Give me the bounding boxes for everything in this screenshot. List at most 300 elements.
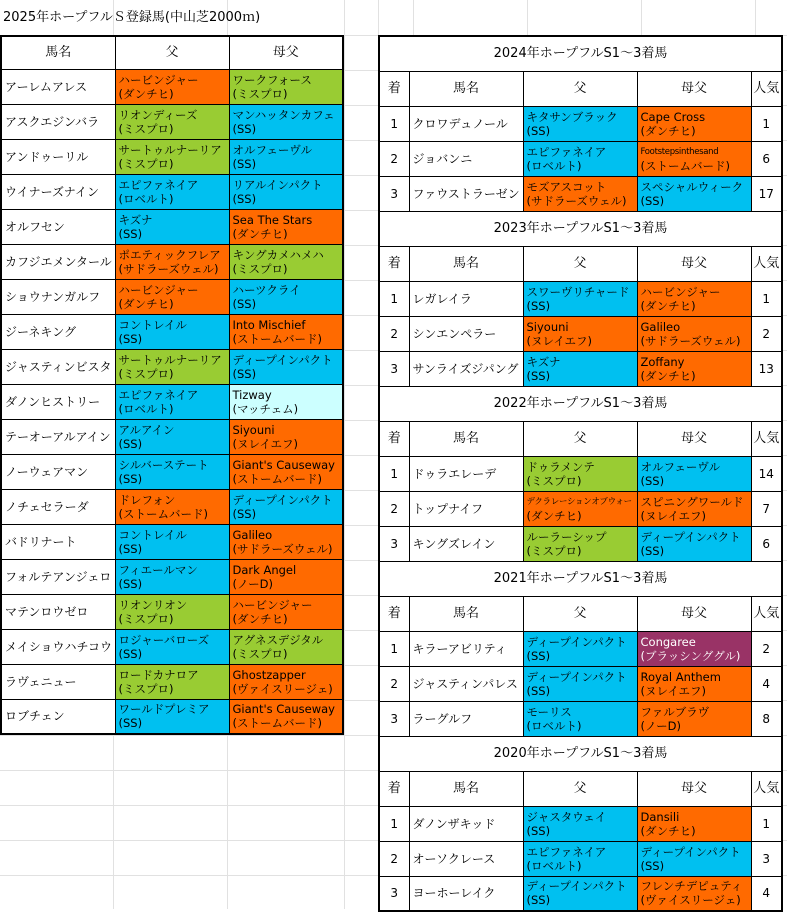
table-row [1,209,343,244]
horse-name: レガレイラ [409,281,523,316]
dam-sire-cell-name: Giant's Causeway [232,457,335,472]
table-row [1,314,343,349]
dam-sire-cell [637,876,751,911]
sire-cell [523,176,637,211]
dam-sire-cell-name: Into Mischief [232,317,306,332]
dam-sire-cell-line: (ダンチヒ) [640,823,696,838]
finish-rank: 3 [379,176,409,211]
dam-sire-cell-name: ディープインパクト [232,492,333,507]
sire-cell [523,876,637,911]
dam-sire-cell [229,699,343,734]
dam-sire-cell-name: オルフェーヴル [640,459,721,474]
column-header: 母父 [229,36,343,69]
sire-cell-name: キズナ [526,354,561,369]
sire-cell [115,314,229,349]
popularity: 6 [751,141,782,176]
dam-sire-cell [637,526,751,561]
popularity: 6 [751,526,782,561]
sire-cell-name: エピファネイア [526,844,607,859]
horse-name: ジャスティンパレス [409,666,523,701]
popularity: 1 [751,281,782,316]
dam-sire-cell-name: Dansili [640,809,680,824]
sire-cell-name: ドレフォン [118,492,176,507]
horse-name: ウイナーズナイン [1,174,115,209]
sire-cell-name: キタサンブラック [526,109,618,124]
finish-rank: 2 [379,491,409,526]
sire-cell-name: ハービンジャー [118,282,199,297]
column-header: 人気 [751,246,782,281]
sire-cell-line: (ヌレイエフ) [526,333,592,348]
table-header-row [379,246,782,281]
dam-sire-cell [637,106,751,141]
sire-cell-line: (サドラーズウェル) [118,261,219,276]
dam-sire-cell-line: (SS) [232,296,257,311]
sire-cell-line: (SS) [526,683,551,698]
dam-sire-cell-line: (SS) [232,191,257,206]
horse-name: オーソクレース [409,841,523,876]
table-row [379,176,782,211]
sire-cell-line: (SS) [526,298,551,313]
dam-sire-cell-line: (SS) [640,858,665,873]
horse-name: キラーアビリティ [409,631,523,666]
sire-cell [523,491,637,526]
column-header: 馬名 [409,771,523,806]
finish-rank: 2 [379,141,409,176]
table-row [1,174,343,209]
dam-sire-cell-line: (マッチェム) [232,401,299,416]
popularity: 13 [751,351,782,386]
dam-sire-cell [637,491,751,526]
dam-sire-cell [229,104,343,139]
dam-sire-cell-line: (SS) [640,473,665,488]
table-row [379,316,782,351]
table-header-row [379,596,782,631]
dam-sire-cell [637,631,751,666]
horse-name: カフジエメンタール [1,244,115,279]
popularity: 14 [751,456,782,491]
dam-sire-cell [229,664,343,699]
table-row [1,279,343,314]
dam-sire-cell-line: (ミスプロ) [232,646,288,661]
dam-sire-cell-line: (ミスプロ) [232,261,288,276]
dam-sire-cell [229,69,343,104]
dam-sire-cell-name: Zoffany [640,354,685,369]
page-title: 2025年ホープフルＳ登録馬(中山芝2000ｍ) [3,10,261,25]
table-row [1,629,343,664]
table-row [379,526,782,561]
dam-sire-cell-name: Giant's Causeway [232,702,335,717]
section-caption: 2020年ホープフルS1～3着馬 [379,736,782,771]
column-header: 馬名 [409,596,523,631]
dam-sire-cell-line: (ストームバード) [232,471,322,486]
table-header-row [379,71,782,106]
horse-name: ノチェセラーダ [1,489,115,524]
dam-sire-cell-name: スペシャルウィーク [640,179,744,194]
sire-cell [523,631,637,666]
dam-sire-cell-line: (ダンチヒ) [640,298,696,313]
dam-sire-cell-name: ファルブラヴ [640,704,710,719]
sire-cell-name: エピファネイア [118,387,199,402]
dam-sire-cell [229,419,343,454]
section-caption-row [379,36,782,71]
sire-cell-name: シルバーステート [118,457,209,472]
horse-name: ファウストラーゼン [409,176,523,211]
sire-cell-line: (ミスプロ) [118,121,174,136]
sire-cell [115,524,229,559]
sire-cell [115,279,229,314]
dam-sire-cell [637,841,751,876]
popularity: 1 [751,106,782,141]
sire-cell-line: (SS) [526,893,551,908]
popularity: 17 [751,176,782,211]
column-header: 馬名 [1,36,115,69]
sire-cell [115,384,229,419]
finish-rank: 2 [379,316,409,351]
column-header: 母父 [637,421,751,456]
dam-sire-cell [229,174,343,209]
column-header: 馬名 [409,421,523,456]
sire-cell-line: (ストームバード) [118,506,208,521]
dam-sire-cell-line: (SS) [232,506,257,521]
column-header: 馬名 [409,246,523,281]
table-row [379,666,782,701]
column-header: 父 [523,246,637,281]
dam-sire-cell-line: (ヌレイエフ) [640,683,706,698]
sire-cell [115,349,229,384]
sire-cell [523,351,637,386]
sire-cell-line: (SS) [526,123,551,138]
dam-sire-cell-name: Sea The Stars [232,212,313,227]
dam-sire-cell [229,629,343,664]
section-caption-row [379,736,782,771]
table-row [1,69,343,104]
dam-sire-cell-name: フレンチデピュティ [640,879,743,894]
dam-sire-cell-line: (ブラッシンググル) [640,648,741,663]
sire-cell-line: (SS) [118,436,143,451]
sire-cell [115,139,229,174]
dam-sire-cell-name: ディープインパクト [640,529,741,544]
dam-sire-cell-name: ハービンジャー [232,597,313,612]
popularity: 3 [751,841,782,876]
column-header: 父 [523,71,637,106]
dam-sire-cell-name: オルフェーヴル [232,142,313,157]
dam-sire-cell-line: (ヴァイスリージェ) [232,681,333,696]
dam-sire-cell [229,314,343,349]
column-header: 母父 [637,71,751,106]
dam-sire-cell [637,701,751,736]
dam-sire-cell [637,316,751,351]
dam-sire-cell-line: (ダンチヒ) [232,611,288,626]
sire-cell-line: (ダンチヒ) [118,86,174,101]
sire-cell [523,141,637,176]
sire-cell-name: ルーラーシップ [526,529,607,544]
column-header: 着 [379,771,409,806]
dam-sire-cell-name: ワークフォース [232,72,312,87]
section-caption-row [379,386,782,421]
table-row [1,454,343,489]
dam-sire-cell-name: Royal Anthem [640,669,721,684]
sire-cell [523,106,637,141]
table-row [379,631,782,666]
dam-sire-cell [637,141,751,176]
dam-sire-cell-line: (ダンチヒ) [640,368,696,383]
column-header: 人気 [751,421,782,456]
dam-sire-cell [637,281,751,316]
sire-cell [115,699,229,734]
sire-cell-name: ポエティックフレア [118,247,221,262]
sire-cell-name: ドゥラメンテ [526,459,595,474]
table-row [1,139,343,174]
sire-cell-line: (ミスプロ) [118,611,174,626]
column-header: 父 [115,36,229,69]
sire-cell-line: (ロベルト) [526,858,582,873]
horse-name: クロワデュノール [409,106,523,141]
sire-cell-name: コントレイル [118,317,187,332]
horse-name: アンドゥーリル [1,139,115,174]
table-row [1,664,343,699]
sire-cell [115,489,229,524]
dam-sire-cell-line: (サドラーズウェル) [640,333,741,348]
dam-sire-cell-line: (ヌレイエフ) [232,436,298,451]
sire-cell [523,666,637,701]
dam-sire-cell-line: (SS) [640,193,665,208]
dam-sire-cell-name: ハービンジャー [640,284,721,299]
dam-sire-cell-line: (ヌレイエフ) [640,508,706,523]
sire-cell-name: ディープインパクト [526,669,627,684]
section-caption: 2021年ホープフルS1～3着馬 [379,561,782,596]
finish-rank: 1 [379,281,409,316]
sire-cell-line: (ミスプロ) [526,543,582,558]
dam-sire-cell [229,244,343,279]
sire-cell [115,664,229,699]
horse-name: ラーグルフ [409,701,523,736]
sire-cell [523,701,637,736]
horse-name: バドリナート [1,524,115,559]
column-header: 着 [379,421,409,456]
section-caption: 2023年ホープフルS1～3着馬 [379,211,782,246]
sire-cell-name: サートゥルナーリア [118,352,222,367]
sire-cell-name: リオンリオン [118,597,188,612]
popularity: 2 [751,316,782,351]
sire-cell-line: (SS) [118,226,143,241]
sire-cell-line: (SS) [118,541,143,556]
sire-cell-name: ディープインパクト [526,879,627,894]
horse-name: ラヴェニュー [1,664,115,699]
table-row [379,701,782,736]
sire-cell-name: Siyouni [526,319,569,334]
horse-name: キングズレイン [409,526,523,561]
finish-rank: 3 [379,876,409,911]
entries-table [0,35,344,735]
sire-cell-name: ロードカナロア [118,667,199,682]
dam-sire-cell-name: Cape Cross [640,109,706,124]
horse-name: メイショウハチコウ [1,629,115,664]
dam-sire-cell-name: マンハッタンカフェ [232,107,335,122]
dam-sire-cell-name: Congaree [640,634,696,649]
dam-sire-cell-line: (ダンチヒ) [232,226,288,241]
horse-name: ジャスティンビスタ [1,349,115,384]
sire-cell-name: ワールドプレミア [118,702,210,717]
dam-sire-cell [229,279,343,314]
section-caption-row [379,561,782,596]
dam-sire-cell-line: (SS) [232,121,257,136]
table-row [1,524,343,559]
sire-cell-name: コントレイル [118,527,187,542]
sire-cell-name: リオンディーズ [118,107,198,122]
table-header-row [379,421,782,456]
dam-sire-cell [637,456,751,491]
dam-sire-cell-line: (SS) [232,366,257,381]
table-row [1,384,343,419]
horse-name: アスクエジンバラ [1,104,115,139]
table-row [379,491,782,526]
dam-sire-cell-line: (ノーD) [232,576,273,591]
sire-cell-name: サートゥルナーリア [118,142,222,157]
sire-cell-name: エピファネイア [118,177,199,192]
finish-rank: 3 [379,351,409,386]
dam-sire-cell-line: (ダンチヒ) [640,123,696,138]
horse-name: ジョバンニ [409,141,523,176]
dam-sire-cell-name: Siyouni [232,422,275,437]
sire-cell-line: (SS) [526,648,551,663]
sire-cell [523,316,637,351]
horse-name: テーオーアルアイン [1,419,115,454]
dam-sire-cell-line: (サドラーズウェル) [232,541,333,556]
finish-rank: 3 [379,701,409,736]
sire-cell [523,841,637,876]
sire-cell [115,69,229,104]
column-header: 着 [379,246,409,281]
column-header: 母父 [637,596,751,631]
sire-cell [115,419,229,454]
horse-name: ヨーホーレイク [409,876,523,911]
horse-name: シンエンペラー [409,316,523,351]
horse-name: ショウナンガルフ [1,279,115,314]
column-header: 人気 [751,596,782,631]
table-row [379,456,782,491]
table-header-row [379,771,782,806]
column-header: 父 [523,771,637,806]
sire-cell-line: (SS) [118,646,143,661]
finish-rank: 1 [379,456,409,491]
dam-sire-cell [229,489,343,524]
horse-name: アーレムアレス [1,69,115,104]
popularity: 4 [751,666,782,701]
sire-cell-line: (ロベルト) [118,401,174,416]
table-row [379,351,782,386]
section-caption: 2024年ホープフルS1～3着馬 [379,36,782,71]
dam-sire-cell-name: Ghostzapper [232,667,306,682]
sire-cell-line: (ミスプロ) [118,156,174,171]
sire-cell-name: キズナ [118,212,153,227]
sire-cell-name: エピファネイア [526,144,607,159]
popularity: 4 [751,876,782,911]
dam-sire-cell-name: Galileo [232,527,273,542]
sire-cell [523,806,637,841]
finish-rank: 3 [379,526,409,561]
sire-cell-name: モーリス [526,704,572,719]
sire-cell-line: (ダンチヒ) [526,508,582,523]
dam-sire-cell-line: (ノーD) [640,718,681,733]
dam-sire-cell-name: キングカメハメハ [232,247,324,262]
sire-cell-line: (SS) [118,471,143,486]
column-header: 父 [523,596,637,631]
dam-sire-cell-line: (SS) [232,156,257,171]
sire-cell-line: (SS) [118,576,143,591]
dam-sire-cell [229,139,343,174]
finish-rank: 1 [379,631,409,666]
dam-sire-cell [229,594,343,629]
column-header: 馬名 [409,71,523,106]
sire-cell [115,454,229,489]
dam-sire-cell-line: (SS) [640,543,665,558]
horse-name: ドゥラエレーデ [409,456,523,491]
dam-sire-cell-name: Tizway [232,387,272,402]
sire-cell [115,629,229,664]
sire-cell-name: ディープインパクト [526,634,627,649]
finish-rank: 1 [379,806,409,841]
table-row [379,841,782,876]
dam-sire-cell [229,349,343,384]
sire-cell [115,104,229,139]
dam-sire-cell-name: ディープインパクト [232,352,333,367]
dam-sire-cell [229,559,343,594]
column-header: 人気 [751,71,782,106]
dam-sire-cell-line: (ストームバード) [640,158,730,173]
column-header: 母父 [637,771,751,806]
sire-cell-name: デクラレーションオブウォー [526,496,632,507]
table-row [1,559,343,594]
sire-cell-line: (ロベルト) [526,718,582,733]
sire-cell-line: (ミスプロ) [526,473,582,488]
dam-sire-cell-line: (ヴァイスリージェ) [640,893,741,908]
horse-name: トップナイフ [409,491,523,526]
table-row [1,104,343,139]
dam-sire-cell-name: Dark Angel [232,562,297,577]
sire-cell-name: アルアイン [118,422,175,437]
finish-rank: 2 [379,841,409,876]
sire-cell-line: (SS) [118,331,143,346]
dam-sire-cell [637,351,751,386]
table-header-row [1,36,343,69]
sire-cell-line: (サドラーズウェル) [526,193,627,208]
dam-sire-cell [637,806,751,841]
horse-name: ジーネキング [1,314,115,349]
sire-cell-name: ジャスタウェイ [526,809,607,824]
sire-cell-line: (SS) [526,823,551,838]
column-header: 父 [523,421,637,456]
section-caption-row [379,211,782,246]
dam-sire-cell-name: Galileo [640,319,681,334]
horse-name: ロブチェン [1,699,115,734]
sire-cell-name: ロジャーバローズ [118,632,210,647]
past-results-table [378,35,783,912]
table-row [1,489,343,524]
table-row [1,244,343,279]
sire-cell-line: (SS) [118,716,143,731]
dam-sire-cell-line: (ストームバード) [232,716,322,731]
column-header: 母父 [637,246,751,281]
finish-rank: 1 [379,106,409,141]
dam-sire-cell-name: ディープインパクト [640,844,741,859]
table-row [1,349,343,384]
dam-sire-cell-line: (ミスプロ) [232,86,288,101]
sire-cell-name: モズアスコット [526,179,607,194]
sire-cell [523,281,637,316]
table-row [1,419,343,454]
sire-cell-name: ハービンジャー [118,72,199,87]
table-row [379,106,782,141]
